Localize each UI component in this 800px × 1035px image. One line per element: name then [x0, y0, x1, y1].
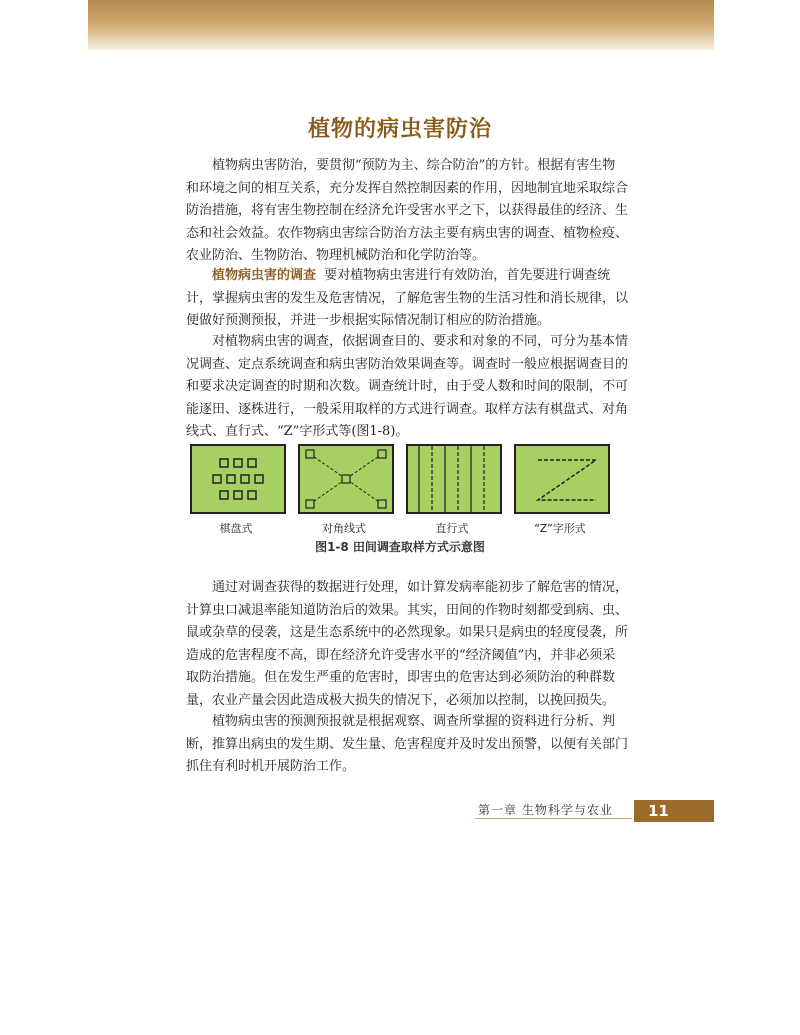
text-line: 植物病虫害防治，要贯彻“预防为主、综合防治”的方针。根据有害生物 [212, 158, 616, 173]
text-line: 和环境之间的相互关系，充分发挥自然控制因素的作用，因地制宜地采取综合 [186, 180, 629, 196]
panel-z-shape [514, 444, 610, 514]
text-line: 抓住有利时机开展防治工作。 [186, 759, 356, 774]
text-line: 计，掌握病虫害的发生及危害情况，了解危害生物的生活习性和消长规律，以 [186, 290, 629, 306]
paragraph-data-processing [186, 577, 629, 712]
section-heading: 植物病虫害的调查 [212, 268, 317, 283]
panel-diagonal [298, 444, 394, 514]
footer-rule [475, 818, 632, 819]
paragraph-intro [186, 155, 629, 268]
text-line [186, 265, 622, 288]
text-line: 通过对调查获得的数据进行处理，如计算发病率能初步了解危害的情况， [212, 580, 629, 595]
text-line: 防治措施，将有害生物控制在经济允许受害水平之下，以获得最佳的经济、生 [186, 203, 629, 218]
panel-checkerboard [190, 444, 286, 514]
text-line: 况调查、定点系统调查和病虫害防治效果调查等。调查时一般应根据调查目的 [186, 356, 629, 372]
text-line: 农业防治、生物防治、物理机械防治和化学防治等。 [186, 248, 486, 263]
paragraph-forecast [186, 711, 629, 779]
header-band [88, 0, 714, 50]
text-line: 鼠或杂草的侵袭，这是生态系统中的必然现象。如果只是病虫的轻度侵袭，所 [186, 625, 629, 640]
chapter-footer: 第一章 生物科学与农业 [478, 803, 613, 817]
text-line: 态和社会效益。农作物病虫害综合防治方法主要有病虫害的调查、植物检疫、 [186, 225, 629, 241]
text-line: 线式、直行式、“Z”字形式等(图1-8)。 [186, 424, 409, 439]
paragraph-survey [186, 265, 629, 333]
text-line: 断，推算出病虫的发生期、发生量、危害程度并及时发出预警，以便有关部门 [186, 736, 629, 752]
text-fragment: 要对植物病虫害进行有效防治，首先要进行调查统 [324, 268, 611, 283]
checkerboard-diagram [192, 446, 284, 512]
text-line: 取防治措施。但在发生严重的危害时，即害虫的危害达到必须防治的种群数 [186, 670, 616, 685]
text-line: 能逐田、逐株进行，一般采用取样的方式进行调查。取样方法有棋盘式、对角 [186, 401, 629, 417]
page-title: 植物的病虫害防治 [307, 116, 492, 142]
label-diagonal: 对角线式 [322, 522, 366, 535]
text-line: 造成的危害程度不高，即在经济允许受害水平的“经济阈值”内，并非必须采 [186, 647, 616, 663]
label-straight-rows: 直行式 [435, 522, 469, 535]
label-z-shape: “Z”字形式 [534, 522, 586, 535]
panel-straight-rows [406, 444, 502, 514]
text-line: 计算虫口减退率能知道防治后的效果。其实，田间的作物时刻都受到病、虫、 [186, 602, 629, 618]
text-line: 便做好预测预报，并进一步根据实际情况制订相应的防治措施。 [186, 313, 551, 328]
text-line: 和要求决定调查的时期和次数。调查统计时，由于受人数和时间的限制，不可 [186, 379, 629, 394]
text-line: 量，农业产量会因此造成极大损失的情况下，必须加以控制，以挽回损失。 [186, 692, 616, 708]
straight-rows-diagram [408, 446, 500, 512]
paragraph-methods [186, 331, 629, 444]
text-line: 植物病虫害的预测预报就是根据观察、调查所掌握的资料进行分析、判 [212, 714, 616, 729]
figure-caption: 图1-8 田间调查取样方式示意图 [315, 540, 485, 554]
z-shape-diagram [516, 446, 608, 512]
page-number: 11 [634, 800, 714, 822]
text-line: 对植物病虫害的调查，依据调查目的、要求和对象的不同，可分为基本情 [212, 334, 629, 349]
diagonal-diagram [300, 446, 392, 512]
label-checkerboard: 棋盘式 [219, 522, 253, 535]
